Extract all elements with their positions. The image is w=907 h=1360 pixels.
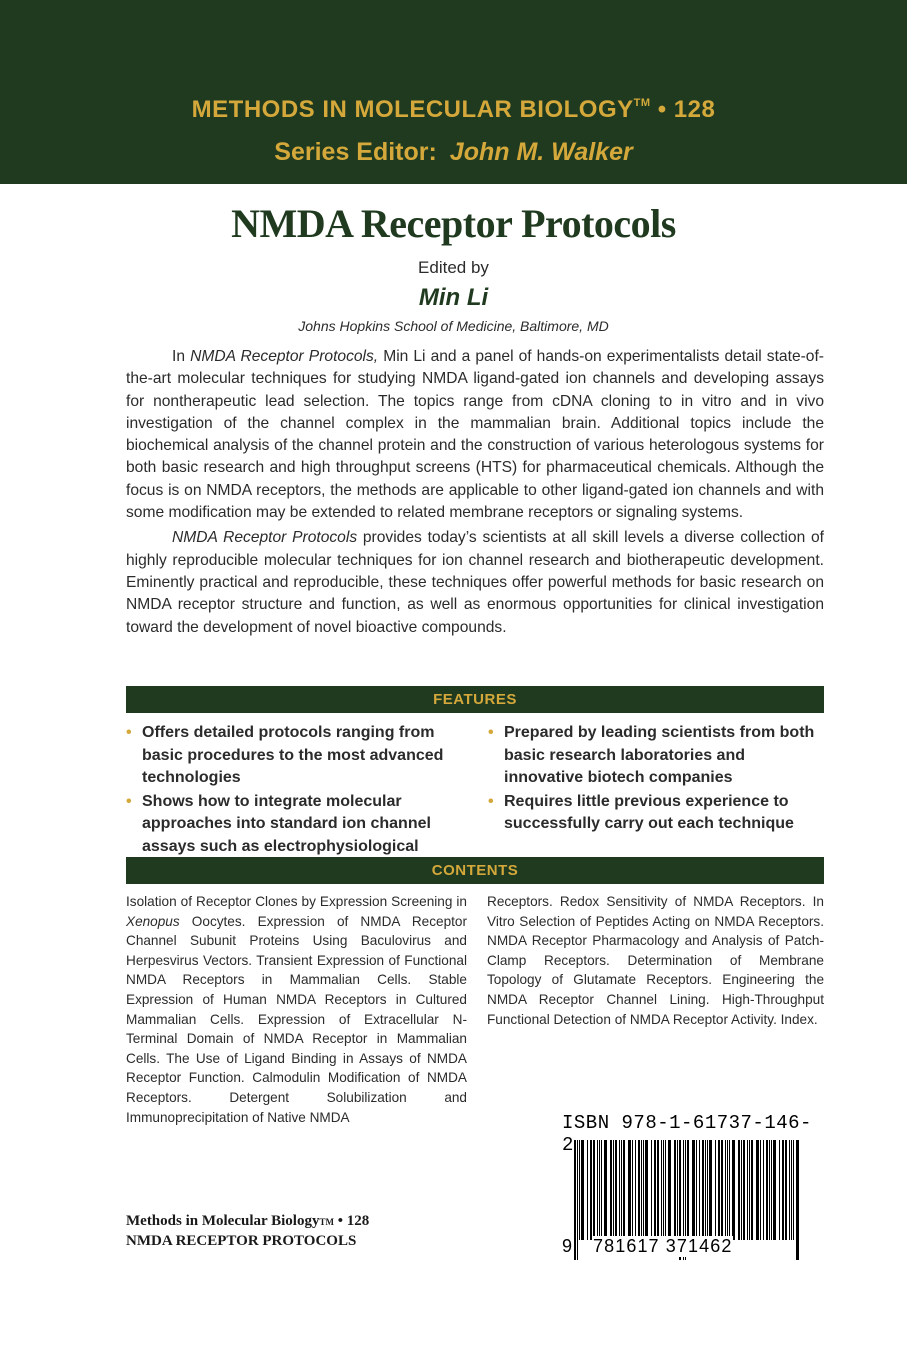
bullet-icon: • <box>488 724 494 741</box>
barcode-bar <box>749 1140 750 1240</box>
barcode-digit-groups: 781617 371462 <box>593 1236 733 1256</box>
edited-by-label: Edited by <box>418 258 489 277</box>
barcode-bar <box>643 1140 644 1240</box>
barcode-bar <box>610 1140 612 1240</box>
barcode-bar <box>604 1140 607 1240</box>
barcode-bar <box>579 1140 580 1240</box>
barcode-bar <box>721 1140 723 1240</box>
barcode-bar <box>574 1140 576 1260</box>
barcode-bar <box>641 1140 642 1240</box>
bullet-icon: • <box>126 724 132 741</box>
barcode-bar <box>665 1140 666 1240</box>
barcode-bar <box>687 1140 689 1240</box>
barcode-bar <box>743 1140 745 1240</box>
barcode-bar <box>756 1140 759 1240</box>
series-editor-name: John M. Walker <box>449 138 633 166</box>
barcode-bar <box>628 1140 631 1240</box>
list-item: • Prepared by leading scientists from both basic research laboratories and innovative biotech companies <box>488 724 815 786</box>
barcode-bar <box>763 1140 764 1240</box>
description-paragraph-2: NMDA Receptor Protocols provides today’s scientists at all skill levels a diverse collection of highly reproducible molecular techniques for ion channel research and biotherapeutic development. Eminently practical and reproducible, these techniques offer powerful methods for basic research on NMDA receptor structure and function, as well as enormous opportunities for clinical investigation toward the development of novel bioactive compounds. <box>126 529 824 636</box>
barcode-bar <box>793 1140 794 1240</box>
barcode-bar <box>645 1140 648 1240</box>
barcode-bar <box>738 1140 740 1240</box>
barcode-bar <box>751 1140 753 1240</box>
barcode-bar <box>619 1140 620 1240</box>
barcode-bar <box>657 1140 659 1240</box>
barcode-bar <box>668 1140 671 1240</box>
barcode-bar <box>581 1140 584 1240</box>
header-banner <box>0 0 907 184</box>
barcode-bar <box>674 1140 676 1240</box>
barcode-bar <box>663 1140 664 1240</box>
barcode-bar <box>661 1140 662 1240</box>
list-item: • Shows how to integrate molecular approaches into standard ion channel assays such as electrophysiological <box>126 792 431 855</box>
barcode-bar <box>577 1140 578 1260</box>
barcode-bar <box>621 1140 622 1240</box>
barcode-bar <box>760 1140 761 1240</box>
book-title: NMDA Receptor Protocols <box>231 201 676 246</box>
barcode-bar <box>725 1140 726 1240</box>
contents-italic: Xenopus <box>126 913 180 929</box>
footer-series-name: Methods in Molecular Biology <box>126 1213 320 1229</box>
barcode-bar <box>705 1140 706 1240</box>
series-editor <box>0 138 907 167</box>
description-paragraph-1: In NMDA Receptor Protocols, Min Li and a panel of hands-on experimentalists detail state-of-the-art molecular techniques for studying NMDA ligand-gated ion channels and developing assays for nontherapeutic lead selection. The topics range from cDNA cloning to in vitro and in vivo investigation of the channel complex in the mammalian brain. Additional topics include the biochemical analysis of the channel protein and the construction of various heterologous systems for both basic research and high throughput screens (HTS) for pharmaceutical chemicals. Although the focus is on NMDA receptors, the methods are applicable to other ligand-gated ion channels and with some modification may be extended to related membrane receptors or signaling systems. <box>126 348 825 522</box>
series-separator: • <box>657 96 667 123</box>
series-trademark: TM <box>633 97 651 109</box>
barcode-bar <box>773 1140 776 1240</box>
barcode-bar <box>709 1140 712 1240</box>
isbn-label: ISBN 978-1-61737-146-2 <box>562 1112 812 1156</box>
barcode-bar <box>597 1140 598 1240</box>
barcode-bar <box>615 1140 617 1240</box>
barcode-bar <box>593 1140 595 1240</box>
book-title-italic: NMDA Receptor Protocols <box>172 529 358 547</box>
footer-volume: 128 <box>346 1213 370 1229</box>
barcode-bar <box>718 1140 720 1240</box>
list-item: • Requires little previous experience to successfully carry out each technique <box>488 792 794 832</box>
barcode-bar <box>638 1140 640 1240</box>
bullet-icon: • <box>488 792 494 810</box>
barcode-bar <box>796 1140 799 1260</box>
barcode-bar <box>785 1140 787 1240</box>
series-volume: 128 <box>673 96 716 123</box>
barcode-bar <box>699 1140 700 1240</box>
barcode-bar <box>715 1140 716 1240</box>
footer-title: NMDA RECEPTOR PROTOCOLS <box>126 1233 357 1249</box>
footer-series <box>126 1213 369 1230</box>
book-title-italic: NMDA Receptor Protocols, <box>190 348 379 365</box>
contents-heading: CONTENTS <box>126 857 824 884</box>
volume-editor-name: Min Li <box>418 284 489 311</box>
barcode-bar <box>692 1140 695 1240</box>
bullet-icon: • <box>126 792 132 810</box>
barcode-bar <box>779 1140 780 1240</box>
contents-column-left: Isolation of Receptor Clones by Expression Screening in Xenopus Oocytes. Expression of NMDA Receptor Channel Subunit Proteins Using Baculovirus and Herpesvirus Vectors. Transient Expression of Functional NMDA Receptors in Mammalian Cells. Stable Expression of Human NMDA Receptors in Cultured Mammalian Cells. Expression of Extracellular N-Terminal Domain of NMDA Receptor in Mammalian Cells. The Use of Ligand Binding in Assays of NMDA Receptor Function. Calmodulin Modification of NMDA Receptors. Detergent Solubilization and Immunoprecipitation of Native NMDA <box>126 894 467 1125</box>
series-name: METHODS IN MOLECULAR BIOLOGY <box>191 96 634 123</box>
series-editor-label: Series Editor: <box>274 138 437 166</box>
features-column-right <box>488 722 824 837</box>
editor-affiliation: Johns Hopkins School of Medicine, Baltimore, MD <box>298 318 609 334</box>
barcode-first-digit: 9 <box>562 1236 573 1256</box>
barcode-bar <box>741 1140 742 1240</box>
barcode-bar <box>696 1140 697 1240</box>
barcode-bar <box>623 1140 625 1240</box>
barcode-bar <box>587 1140 588 1240</box>
barcode-bar <box>769 1140 770 1240</box>
barcode-bar <box>651 1140 652 1240</box>
footer-separator: • <box>337 1213 343 1229</box>
barcode-bar <box>601 1140 602 1240</box>
barcode-bar <box>635 1140 636 1240</box>
barcode-bar <box>729 1140 730 1240</box>
description <box>126 346 824 642</box>
barcode-bar <box>766 1140 768 1240</box>
footer-trademark: TM <box>319 1217 334 1227</box>
barcode-bar <box>771 1140 772 1240</box>
barcode-bar <box>677 1140 678 1240</box>
barcode-bar <box>613 1140 614 1240</box>
barcode-bar <box>732 1140 735 1240</box>
features-heading: FEATURES <box>126 686 824 713</box>
barcode-bar <box>599 1140 600 1240</box>
list-item: • Offers detailed protocols ranging from basic procedures to the most advanced technologies <box>126 724 444 786</box>
barcode-bar <box>747 1140 748 1240</box>
barcode-bar <box>654 1140 656 1240</box>
barcode-bar <box>789 1140 790 1240</box>
series-title <box>0 96 907 124</box>
contents-column-right: Receptors. Redox Sensitivity of NMDA Receptors. In Vitro Selection of Peptides Acting on NMDA Receptors. NMDA Receptor Pharmacology and Analysis of Patch-Clamp Receptors. Determination of Membrane Topology of Glutamate Receptors. Engineering the NMDA Receptor Channel Lining. High-Throughput Functional Detection of NMDA Receptor Activity. Index. <box>487 894 824 1027</box>
barcode-bar <box>727 1140 728 1240</box>
barcode-bar <box>791 1140 792 1240</box>
barcode-bar <box>782 1140 784 1240</box>
barcode-bar <box>702 1140 704 1240</box>
barcode-bar <box>590 1140 592 1240</box>
barcode-bar <box>632 1140 633 1240</box>
barcode-bar <box>707 1140 708 1240</box>
